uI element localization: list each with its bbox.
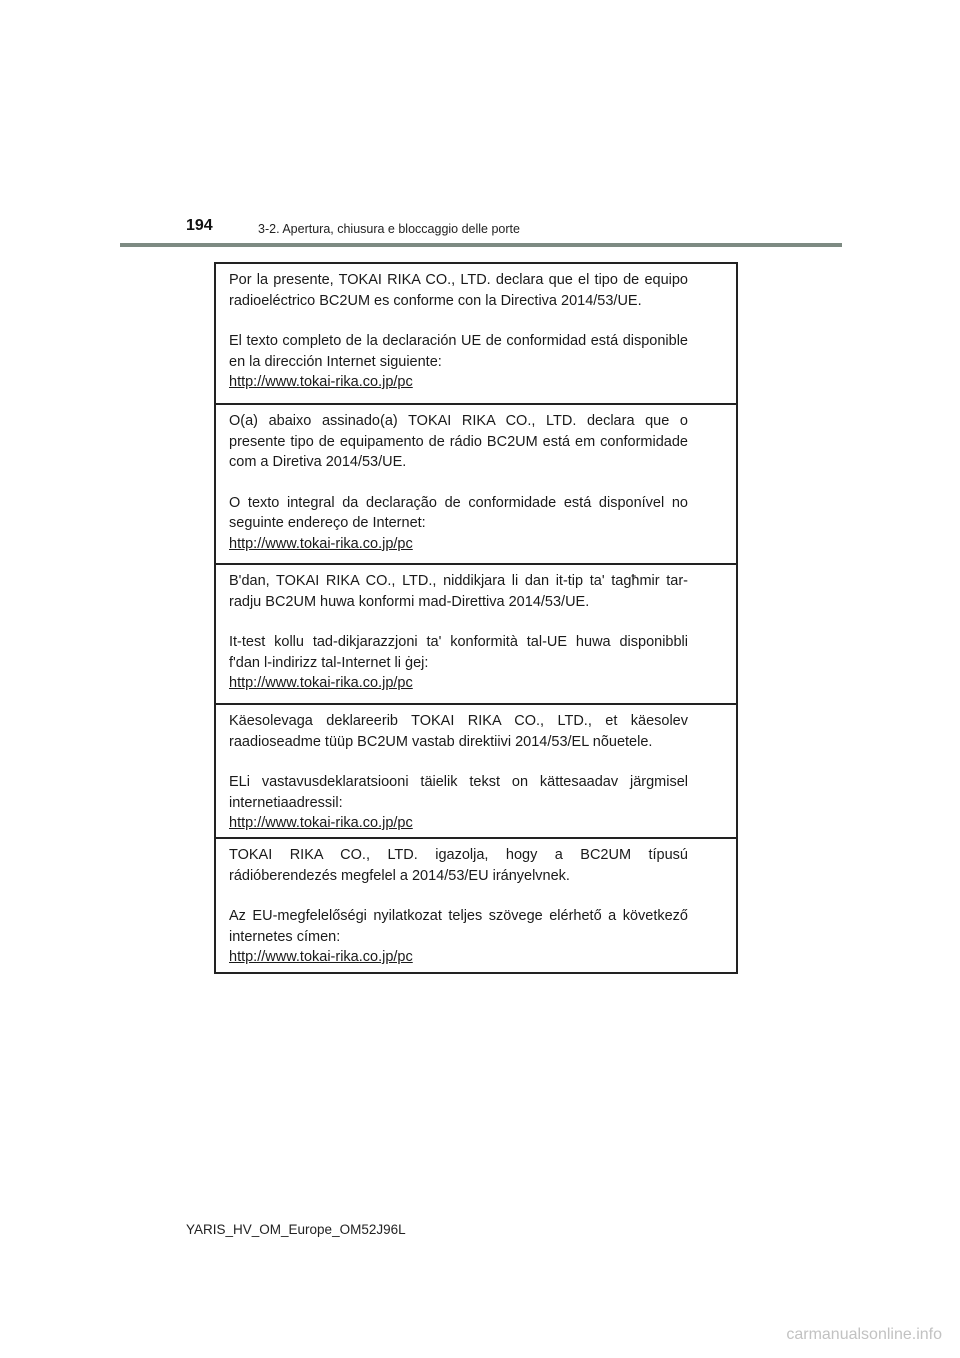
watermark: carmanualsonline.info bbox=[786, 1326, 942, 1343]
declaration-cell-portuguese bbox=[216, 403, 736, 563]
header-rule bbox=[120, 243, 842, 247]
declaration-statement: Por la presente, TOKAI RIKA CO., LTD. declara que el tipo de equipo radioeléctrico BC2UM es conforme con la Directiva 2014/53/UE. bbox=[229, 272, 688, 309]
declaration-url-link[interactable]: http://www.tokai-rika.co.jp/pc bbox=[229, 949, 413, 965]
declarations-table bbox=[214, 262, 738, 974]
declaration-availability: Az EU-megfelelőségi nyilatkozat teljes szövege elérhető a következő internetes címen: bbox=[229, 908, 688, 945]
declaration-availability: El texto completo de la declaración UE de conformidad está disponible en la dirección Internet siguiente: bbox=[229, 333, 688, 370]
section-title: 3-2. Apertura, chiusura e bloccaggio delle porte bbox=[258, 222, 520, 236]
declaration-availability: O texto integral da declaração de conformidade está disponível no seguinte endereço de Internet: bbox=[229, 494, 688, 531]
declaration-statement: B'dan, TOKAI RIKA CO., LTD., niddikjara li dan it-tip ta' tagħmir tar-radju BC2UM huwa konformi mad-Direttiva 2014/53/UE. bbox=[229, 573, 688, 610]
declaration-statement: O(a) abaixo assinado(a) TOKAI RIKA CO., LTD. declara que o presente tipo de equipamento de rádio BC2UM está em conformidade com a Diretiva 2014/53/UE. bbox=[229, 413, 688, 470]
declaration-url-link[interactable]: http://www.tokai-rika.co.jp/pc bbox=[229, 675, 413, 691]
declaration-cell-estonian bbox=[216, 703, 736, 837]
declaration-cell-spanish bbox=[216, 264, 736, 403]
declaration-availability: ELi vastavusdeklaratsiooni täielik tekst on kättesaadav järgmisel internetiaadressil: bbox=[229, 774, 688, 811]
declaration-statement: TOKAI RIKA CO., LTD. igazolja, hogy a BC2UM típusú rádióberendezés megfelel a 2014/53/EU irányelvnek. bbox=[229, 847, 688, 884]
declaration-url-link[interactable]: http://www.tokai-rika.co.jp/pc bbox=[229, 535, 413, 552]
declaration-statement: Käesolevaga deklareerib TOKAI RIKA CO., LTD., et käesolev raadioseadme tüüp BC2UM vastab direktiivi 2014/53/EL nõuetele. bbox=[229, 713, 688, 750]
declaration-cell-hungarian bbox=[216, 837, 736, 972]
declaration-url-link[interactable]: http://www.tokai-rika.co.jp/pc bbox=[229, 815, 413, 831]
declaration-availability: It-test kollu tad-dikjarazzjoni ta' konformità tal-UE huwa disponibbli f'dan l-indirizz tal-Internet li ġej: bbox=[229, 634, 688, 671]
declaration-url-link[interactable]: http://www.tokai-rika.co.jp/pc bbox=[229, 374, 413, 390]
declaration-cell-maltese bbox=[216, 563, 736, 703]
page-number: 194 bbox=[186, 217, 213, 234]
footer-document-code: YARIS_HV_OM_Europe_OM52J96L bbox=[186, 1222, 406, 1237]
